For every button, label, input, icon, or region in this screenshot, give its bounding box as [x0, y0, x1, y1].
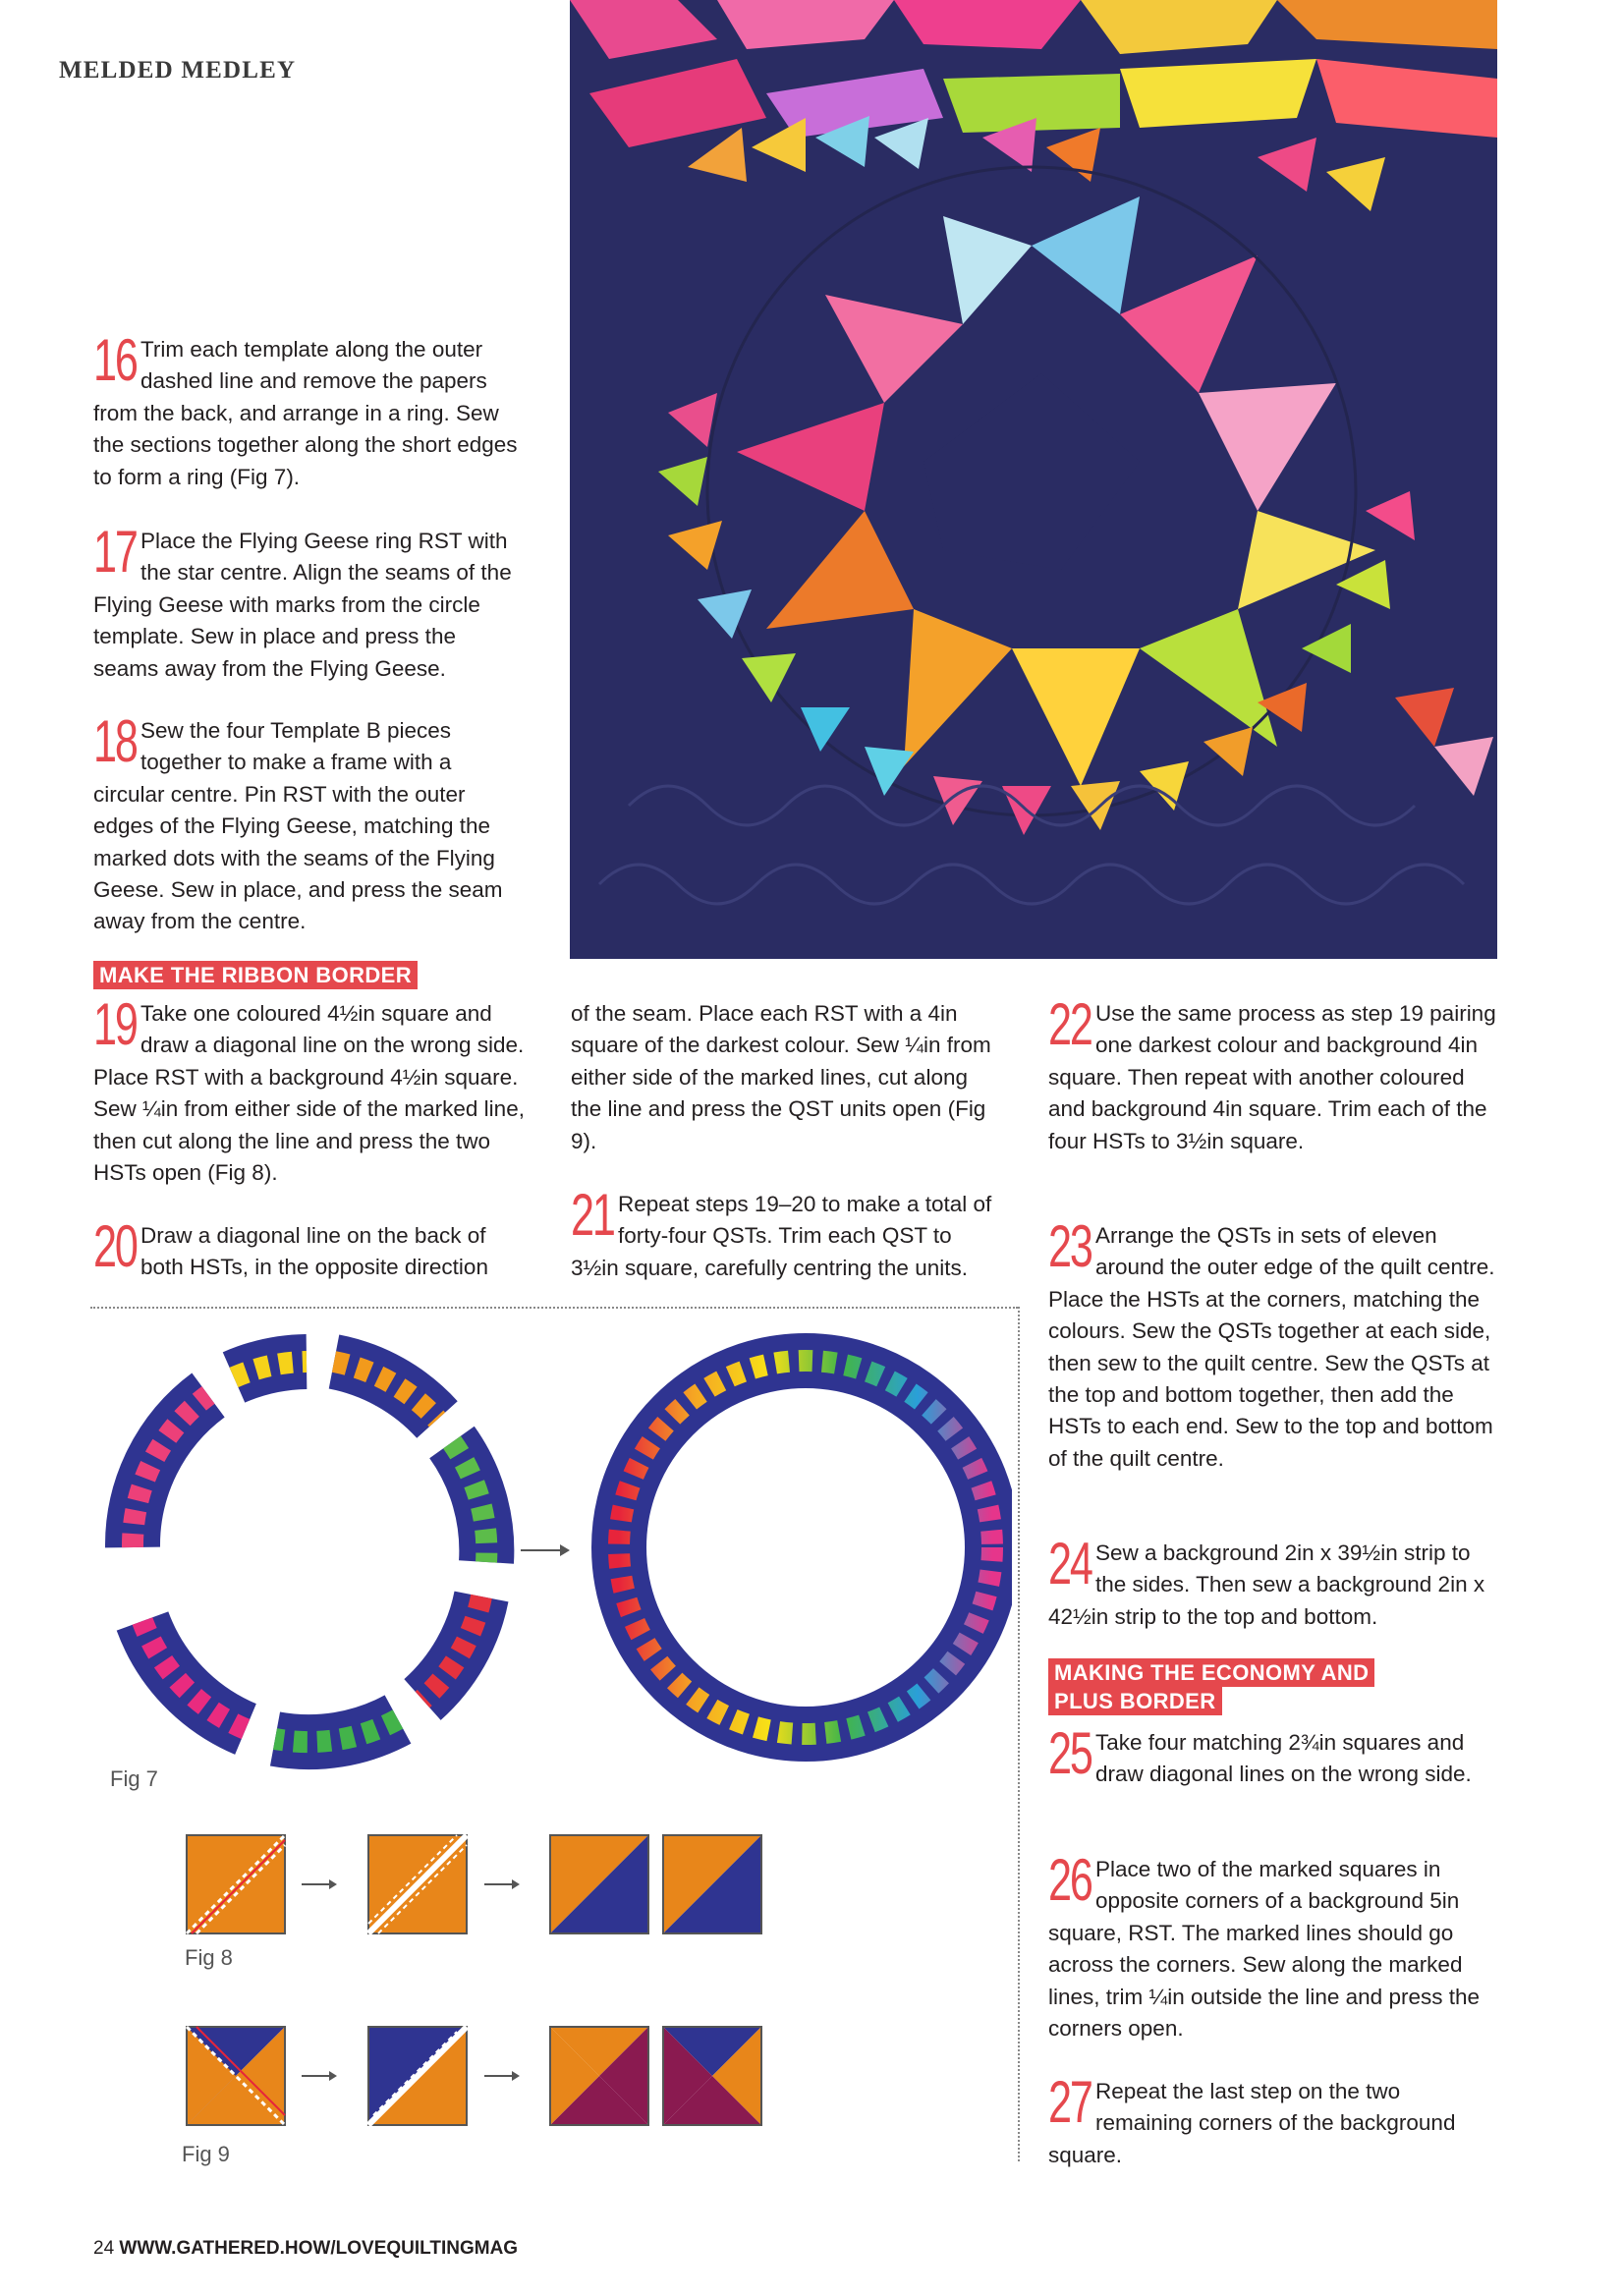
banner-text-line-1: MAKING THE ECONOMY AND — [1048, 1658, 1374, 1687]
step-number: 26 — [1048, 1847, 1091, 1913]
step-number: 17 — [93, 519, 137, 585]
figure-9 — [182, 2019, 771, 2137]
step-25 — [1048, 1720, 1500, 1791]
step-26 — [1048, 1847, 1500, 2044]
step-20 — [93, 1213, 526, 1284]
banner-text-line-2: PLUS BORDER — [1048, 1687, 1222, 1715]
step-17 — [93, 519, 526, 685]
step-text: Take one coloured 4½in square and draw a diagonal line on the wrong side. Place RST with a background 4½in square. Sew ¼in from either side of the marked line, then cut along the line and press the two HSTs open (Fig 8). — [93, 1001, 525, 1186]
step-text: of the seam. Place each RST with a 4in square of the darkest colour. Sew ¼in from either side of the marked lines, cut along the line and press the QST units open (Fig 9). — [571, 1001, 991, 1153]
step-text: Place the Flying Geese ring RST with the star centre. Align the seams of the Flying Geese with marks from the circle template. Sew in place and press the seams away from the Flying Geese. — [93, 529, 512, 681]
step-number: 24 — [1048, 1531, 1091, 1596]
step-text: Arrange the QSTs in sets of eleven around the outer edge of the quilt centre. Place the HSTs at the corners, matching the colours. Sew the QSTs together at each side, then sew to the quilt centre. Sew the QSTs at the top and bottom together, then add the HSTs to each end. Sew to the top and bottom of the quilt centre. — [1048, 1223, 1495, 1471]
page-number: 24 — [93, 2238, 115, 2259]
step-21 — [571, 1182, 1003, 1284]
step-number: 22 — [1048, 991, 1091, 1057]
hst-diagram — [182, 1827, 771, 1945]
step-18 — [93, 708, 526, 938]
step-24 — [1048, 1531, 1500, 1633]
footer-url[interactable]: WWW.GATHERED.HOW/LOVEQUILTINGMAG — [119, 2238, 519, 2259]
step-number: 20 — [93, 1213, 137, 1279]
step-text: Draw a diagonal line on the back of both HSTs, in the opposite direction — [140, 1223, 488, 1280]
step-23 — [1048, 1213, 1500, 1475]
banner-text: MAKE THE RIBBON BORDER — [93, 961, 418, 989]
step-text: Sew the four Template B pieces together to make a frame with a circular centre. Pin RST with the outer edges of the Flying Geese, matching the marked dots with the seams of the Flying Geese. Sew in place, and press the seam away from the centre. — [93, 718, 503, 934]
fig-8-label: Fig 8 — [185, 1945, 233, 1970]
step-number: 25 — [1048, 1720, 1091, 1786]
step-number: 18 — [93, 708, 137, 774]
step-text: Take four matching 2¾in squares and draw diagonal lines on the wrong side. — [1095, 1730, 1472, 1787]
step-text: Use the same process as step 19 pairing one darkest colour and background 4in square. Then repeat with another coloured and background 4in square. Trim each of the four HSTs to 3½in square. — [1048, 1001, 1496, 1153]
fig-9-label: Fig 9 — [182, 2142, 230, 2166]
step-text: Repeat the last step on the two remaining corners of the background square. — [1048, 2079, 1456, 2167]
fig-7-label: Fig 7 — [110, 1766, 158, 1791]
step-number: 16 — [93, 327, 137, 393]
qst-diagram — [182, 2019, 771, 2137]
figure-8 — [182, 1827, 771, 1945]
step-number: 19 — [93, 991, 137, 1057]
figure-7 — [98, 1326, 1012, 1788]
quilt-photo — [570, 0, 1497, 959]
step-number: 27 — [1048, 2069, 1091, 2135]
figure-divider-vertical — [1018, 1307, 1020, 2161]
step-20-continued — [571, 998, 1003, 1157]
page-footer — [93, 2238, 518, 2260]
step-27 — [1048, 2069, 1500, 2171]
figure-divider-horizontal — [90, 1307, 1018, 1309]
ring-assembly-diagram — [98, 1326, 1012, 1788]
step-16 — [93, 327, 526, 493]
quilt-photo-icon — [570, 0, 1497, 959]
step-number: 23 — [1048, 1213, 1091, 1279]
section-banner-economy — [1048, 1658, 1374, 1715]
step-22 — [1048, 991, 1500, 1157]
step-text: Repeat steps 19–20 to make a total of forty-four QSTs. Trim each QST to 3½in square, carefully centring the units. — [571, 1192, 992, 1280]
section-banner-ribbon — [93, 961, 418, 989]
step-text: Sew a background 2in x 39½in strip to the sides. Then sew a background 2in x 42½in strip to the top and bottom. — [1048, 1540, 1485, 1629]
step-number: 21 — [571, 1182, 614, 1248]
step-19 — [93, 991, 526, 1189]
step-text: Trim each template along the outer dashed line and remove the papers from the back, and arrange in a ring. Sew the sections together along the short edges to form a ring (Fig 7). — [93, 337, 518, 489]
magazine-section-title: MELDED MEDLEY — [59, 57, 297, 84]
step-text: Place two of the marked squares in opposite corners of a background 5in square, RST. The marked lines should go across the corners. Sew along the marked lines, trim ¼in outside the line and press the corners open. — [1048, 1857, 1480, 2042]
